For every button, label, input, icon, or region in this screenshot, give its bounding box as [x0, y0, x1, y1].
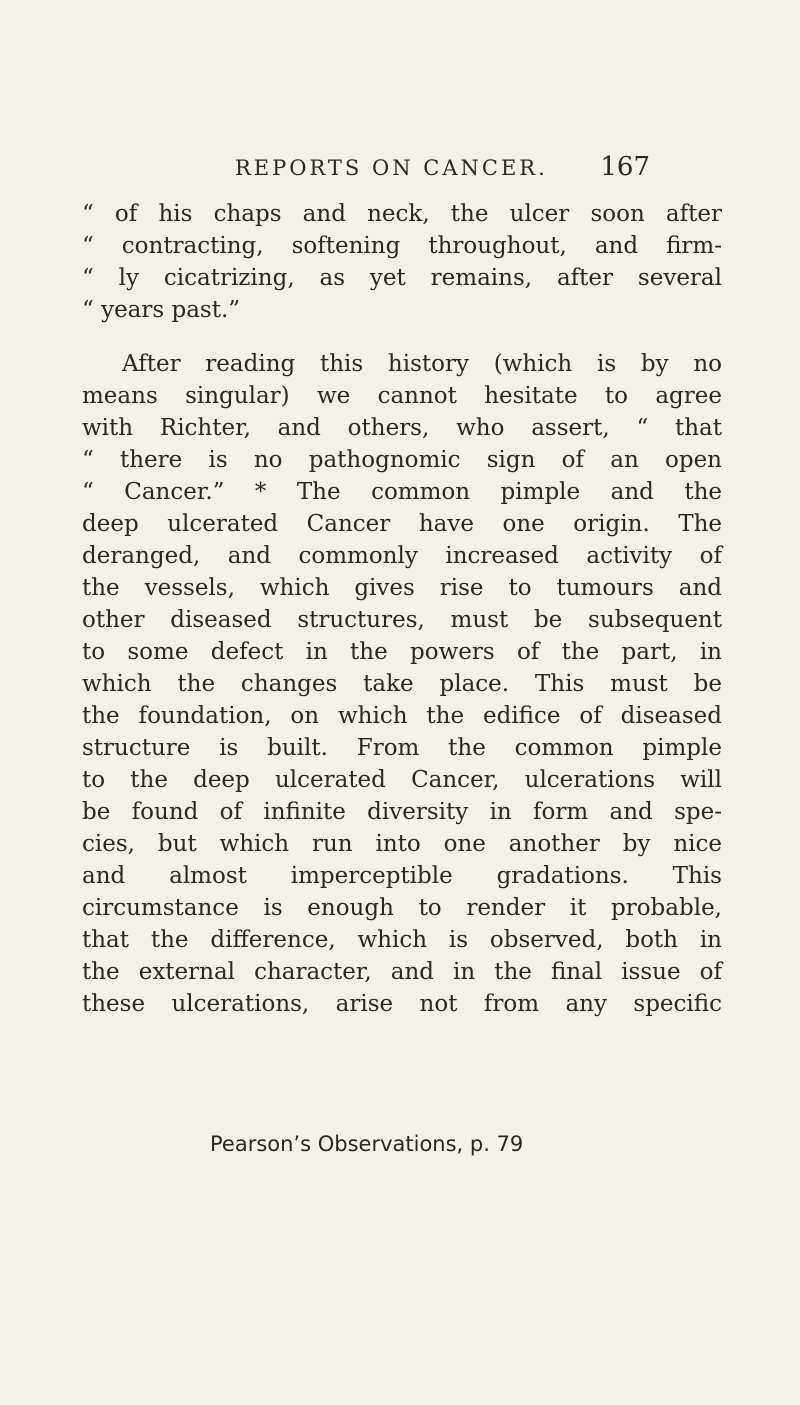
text-line: “ contracting, softening throughout, and firm- [82, 233, 722, 259]
running-title: REPORTS ON CANCER. [235, 156, 548, 180]
text-line: and almost imperceptible gradations. This [82, 863, 722, 889]
text-line: structure is built. From the common pimple [82, 735, 722, 761]
text-line: the foundation, on which the edifice of diseased [82, 703, 722, 729]
text-line: to the deep ulcerated Cancer, ulcerations will [82, 767, 722, 793]
text-line: that the difference, which is observed, both in [82, 927, 722, 953]
text-line: cies, but which run into one another by nice [82, 831, 722, 857]
text-line: with Richter, and others, who assert, “ that [82, 415, 722, 441]
running-head [190, 150, 650, 190]
text-line: “ ly cicatrizing, as yet remains, after several [82, 265, 722, 291]
text-line: these ulcerations, arise not from any specific [82, 991, 722, 1017]
text-line: “ Cancer.” * The common pimple and the [82, 479, 722, 505]
text-line: “ years past.” [82, 297, 241, 323]
footnote: Pearson’s Observations, p. 79 [210, 1132, 524, 1156]
text-line: “ there is no pathognomic sign of an open [82, 447, 722, 473]
text-line: “ of his chaps and neck, the ulcer soon after [82, 201, 722, 227]
paragraph-gap [82, 326, 722, 348]
text-line: means singular) we cannot hesitate to agree [82, 383, 722, 409]
text-line: be found of infinite diversity in form and spe- [82, 799, 722, 825]
text-line: deranged, and commonly increased activity of [82, 543, 722, 569]
page-number: 167 [600, 152, 650, 182]
text-line: deep ulcerated Cancer have one origin. The [82, 511, 722, 537]
text-line: which the changes take place. This must be [82, 671, 722, 697]
text-line: the external character, and in the final issue of [82, 959, 722, 985]
text-line: After reading this history (which is by no [122, 351, 722, 377]
text-line: to some defect in the powers of the part, in [82, 639, 722, 665]
text-line: other diseased structures, must be subsequent [82, 607, 722, 633]
text-line: circumstance is enough to render it probable, [82, 895, 722, 921]
text-line: the vessels, which gives rise to tumours and [82, 575, 722, 601]
body-text [82, 198, 722, 1020]
